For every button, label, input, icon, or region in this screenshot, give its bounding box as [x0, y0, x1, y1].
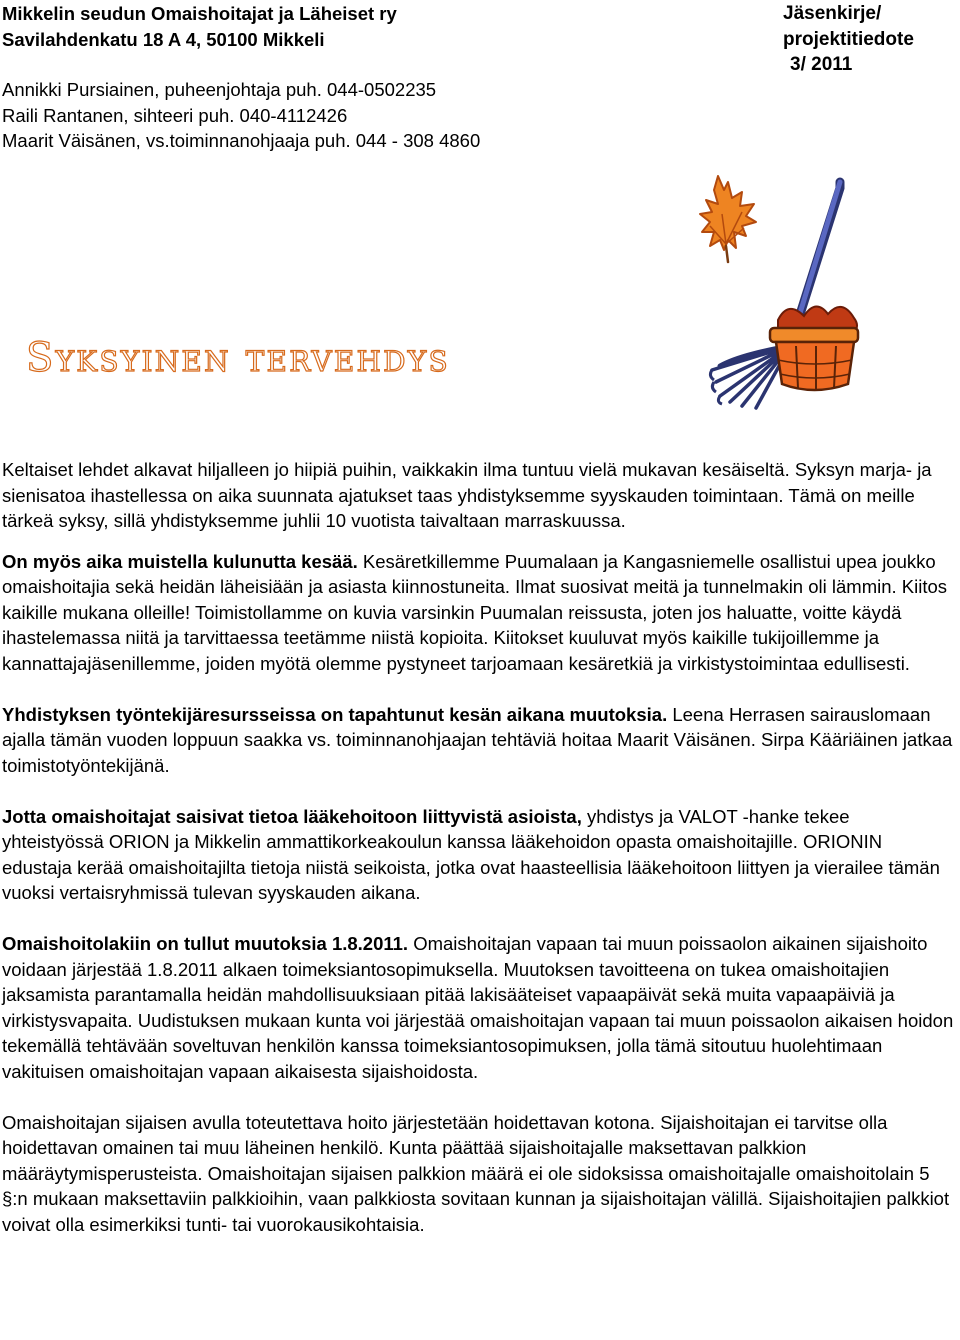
paragraph-substitute: Omaishoitajan sijaisen avulla toteutettava hoito järjestetään hoidettavan kotona. Sijaishoitajan ei tarvitse olla hoidettavan omainen tai muu läheinen henkilö. Kunta päättää sijaishoitajalle maksettavan palkkion määräytymisperusteista. Omaishoitajan sijaisen palkkion määrä ei ole sidoksissa omaishoitajalle omaishoitolain 5 §:n mukaan maksettaviin palkkioihin, vaan palkkiosta sovitaan kunnan ja sijaishoitajan välillä. Sijaishoitajien palkkiot voivat olla esimerkiksi tunti- tai vuorokausikohtaisia. [2, 1111, 950, 1235]
issue-number: 3/ 2011 [790, 54, 853, 75]
contact-director: Maarit Väisänen, vs.toiminnanohjaaja puh. 044 - 308 4860 [2, 130, 481, 151]
org-address: Savilahdenkatu 18 A 4, 50100 Mikkeli [2, 28, 325, 50]
letterhead [2, 1, 642, 154]
paragraph-medication-text: yhdistys ja VALOT -hanke tekee yhteistyössä ORION ja Mikkelin ammattikorkeakoulun kanssa lääkehoidon opasta omaishoitajille. ORIONIN edustaja kerää omaishoitajilta tietoja niistä seikoista, jotka ovat haasteellisia lääkehoitoon liittyen ja vierailee tämän vuoksi vertaisryhmissä tulevan syyskauden aikana. [2, 805, 940, 903]
paragraph-law-change [2, 931, 954, 1084]
paragraph-medication [2, 804, 954, 906]
paragraph-intro: Keltaiset lehdet alkavat hiljalleen jo hiipiä puihin, vaikkakin ilma tuntuu vielä mukavan kesäiseltä. Syksyn marja- ja sienisatoa ihastellessa on aika suunnata ajatukset taas yhdistyksemme syyskauden toimintaan. Tämä on meille tärkeä syksy, sillä yhdistyksemme juhlii 10 vuotista taivaltaan marraskuussa. [2, 459, 932, 531]
paragraph-medication-lead: Jotta omaishoitajat saisivat tietoa lääkehoitoon liittyvistä asioista, [2, 805, 582, 827]
paragraph-summer-text: Kesäretkillemme Puumalaan ja Kangasniemelle osallistui upea joukko omaishoitajia sekä heidän läheisiään ja asiasta kiinnostuneita. Ilmat suosivat meitä ja tunnelmakin oli lämmin. Kiitos kaikille mukana olleille! Toimistollamme on kuvia varsinkin Puumalan reissusta, joten jos haluatte, voitte käydä ihastelemassa niitä ja tarvittaessa teetämme niistä kopioita. Kiitokset kuuluvat myös kaikille tukijoillemme ja kannattajajäsenillemme, joiden myötä olemme pystyneet tarjoamaan kesäretkiä ja virkistystoimintaa edullisesti. [2, 550, 948, 674]
doc-type-line1: Jäsenkirje/ [783, 3, 882, 24]
paragraph-staff-lead: Yhdistyksen työntekijäresursseissa on tapahtunut kesän aikana muutoksia. [2, 703, 668, 725]
maple-leaf-icon [700, 176, 756, 262]
basket-icon [770, 306, 858, 390]
document-type-block [783, 1, 958, 78]
org-name: Mikkelin seudun Omaishoitajat ja Läheiset ry [2, 3, 397, 24]
page-title: Syksyinen tervehdys [26, 335, 450, 381]
contact-secretary: Raili Rantanen, sihteeri puh. 040-4112426 [2, 104, 348, 126]
paragraph-staff-text: Leena Herrasen sairauslomaan ajalla tämän vuoden loppuun saakka vs. toiminnanohjaajan tehtäviä hoitaa Maarit Väisänen. Sirpa Kääriäinen jatkaa toimistotyöntekijänä. [2, 703, 953, 776]
contact-chair: Annikki Pursiainen, puheenjohtaja puh. 044-0502235 [2, 79, 437, 100]
paragraph-summer-lead: On myös aika muistella kulunutta kesää. [2, 550, 358, 572]
autumn-leaf-rake-basket-icon [698, 170, 860, 410]
spacer [2, 52, 642, 77]
doc-type-line2: projektitiedote [783, 28, 914, 50]
paragraph-staff [2, 702, 954, 779]
paragraph-law-change-text: Omaishoitajan vapaan tai muun poissaolon aikainen sijaishoito voidaan järjestää 1.8.2011 alkaen toimeksiantosopimuksella. Muutoksen tavoitteena on tukea omaishoitajien jaksamista parantamalla heidän mahdollisuuksiaan pitää lakisääteiset vapaapäivät sekä muita vapaapäiviä ja virkistysvapaita. Uudistuksen mukaan kunta voi järjestää omaishoitajan vapaan tai muun poissaolon aikaisen hoidon tekemällä tehtävään soveltuvan henkilön kanssa toimeksiantosopimuksen, jolla tämä sitoutuu huolehtimaan vakituisen omaishoitajan vapaan aikaisesta sijaishoidosta. [2, 933, 954, 1082]
paragraph-law-change-lead: Omaishoitolakiin on tullut muutoksia 1.8.2011. [2, 933, 409, 954]
paragraph-summer [2, 549, 954, 677]
letter-body [2, 457, 954, 1263]
